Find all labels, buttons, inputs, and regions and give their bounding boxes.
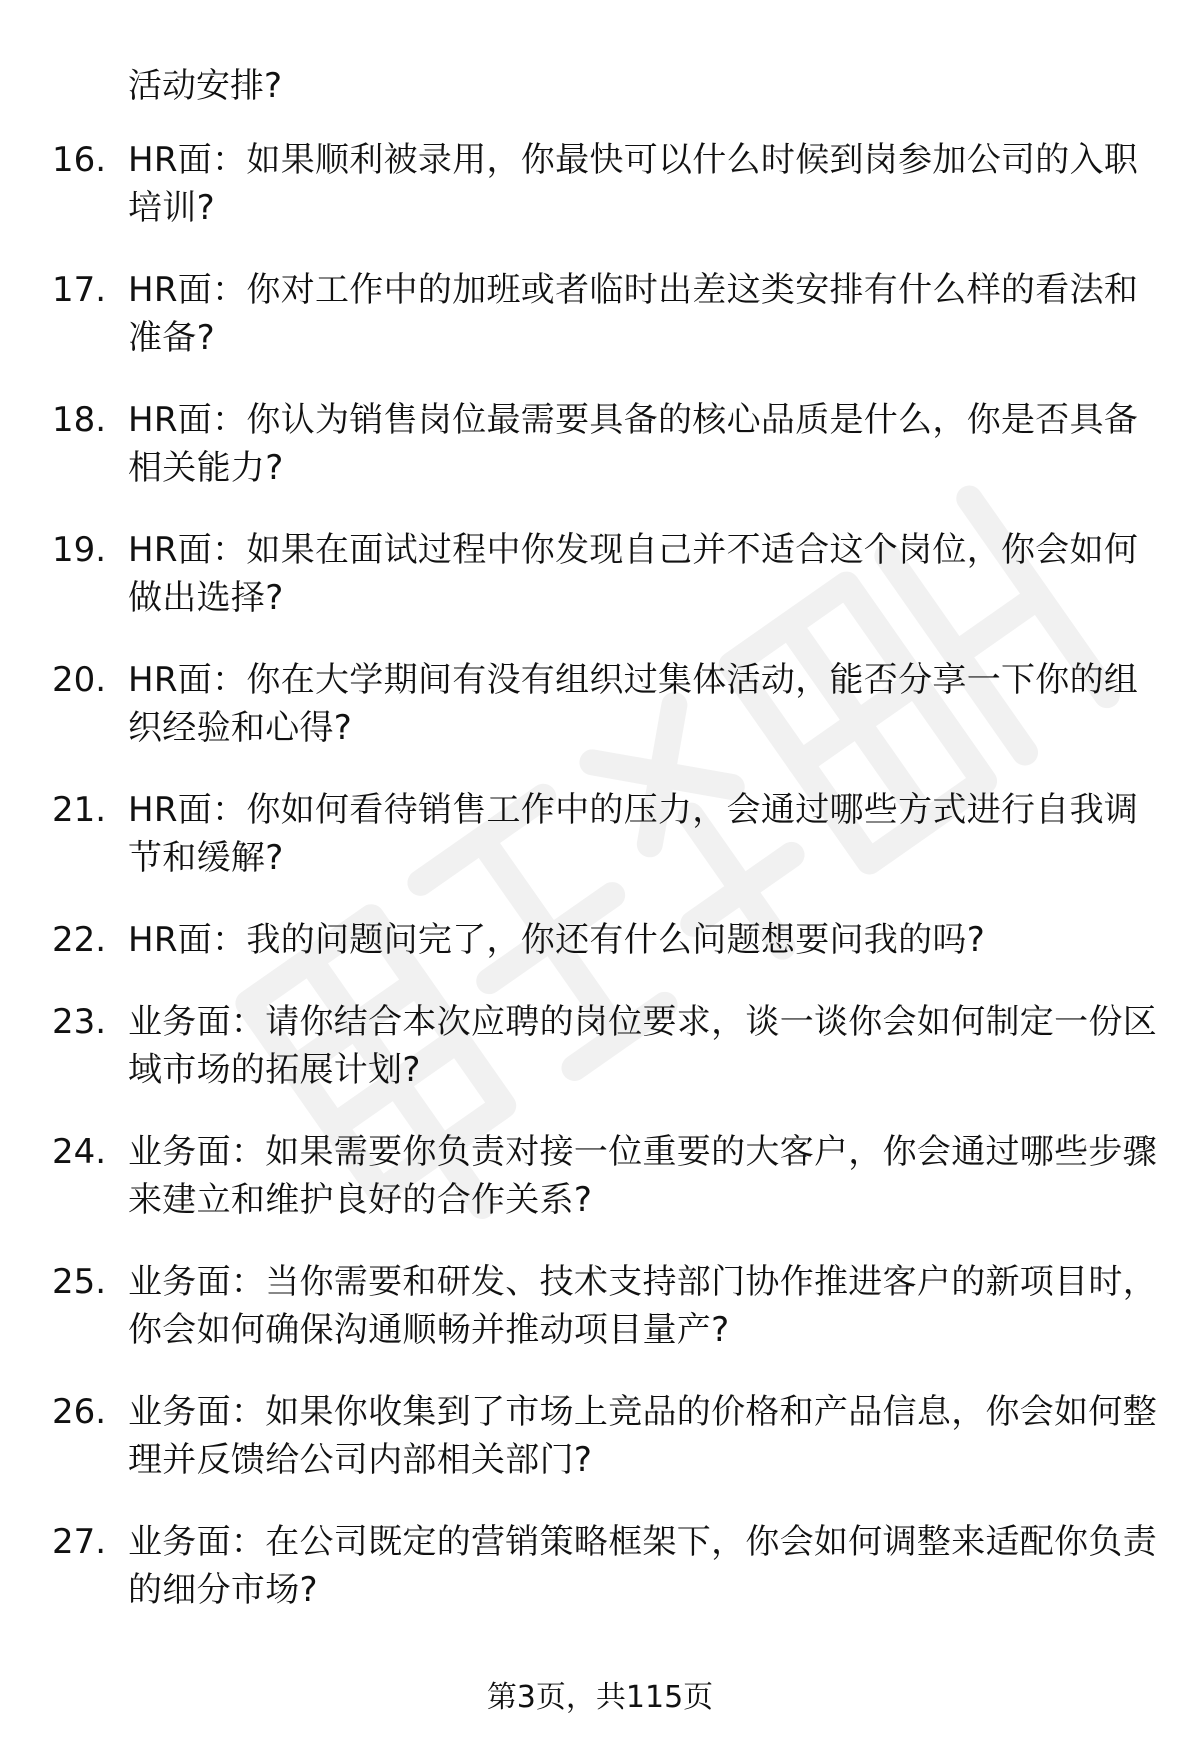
- question-number: 27.: [52, 1522, 107, 1562]
- question-number: 17.: [52, 270, 107, 310]
- question-text: HR面：如果顺利被录用，你最快可以什么时候到岗参加公司的入职培训?: [128, 140, 1139, 228]
- question-number: 23.: [52, 1002, 107, 1042]
- question-text: HR面：你如何看待销售工作中的压力，会通过哪些方式进行自我调节和缓解?: [128, 790, 1139, 878]
- question-number: 24.: [52, 1132, 107, 1172]
- question-number: 21.: [52, 790, 107, 830]
- question-number: 18.: [52, 400, 107, 440]
- question-text: 业务面：当你需要和研发、技术支持部门协作推进客户的新项目时，你会如何确保沟通顺畅并推动项目量产?: [128, 1262, 1157, 1350]
- list-item: [0, 916, 1200, 998]
- question-list: [0, 136, 1200, 1648]
- question-text: HR面：你对工作中的加班或者临时出差这类安排有什么样的看法和准备?: [128, 270, 1139, 358]
- question-text: 业务面：如果需要你负责对接一位重要的大客户，你会通过哪些步骤来建立和维护良好的合作关系?: [128, 1132, 1157, 1220]
- question-text: HR面：你认为销售岗位最需要具备的核心品质是什么，你是否具备相关能力?: [128, 400, 1139, 488]
- question-text: 业务面：在公司既定的营销策略框架下，你会如何调整来适配你负责的细分市场?: [128, 1522, 1157, 1610]
- question-text: 业务面：如果你收集到了市场上竞品的价格和产品信息，你会如何整理并反馈给公司内部相关部门?: [128, 1392, 1157, 1480]
- question-number: 16.: [52, 140, 107, 180]
- question-text: HR面：我的问题问完了，你还有什么问题想要问我的吗?: [128, 920, 986, 960]
- question-number: 26.: [52, 1392, 107, 1432]
- list-item: [0, 526, 1200, 656]
- list-item: [0, 1258, 1200, 1388]
- page-number-label: 第3页，共115页: [486, 1680, 714, 1715]
- question-number: 22.: [52, 920, 107, 960]
- list-item: [0, 656, 1200, 786]
- list-item: [0, 1518, 1200, 1648]
- question-text: HR面：你在大学期间有没有组织过集体活动，能否分享一下你的组织经验和心得?: [128, 660, 1139, 748]
- question-number: 19.: [52, 530, 107, 570]
- question-text: 业务面：请你结合本次应聘的岗位要求，谈一谈你会如何制定一份区域市场的拓展计划?: [128, 1002, 1157, 1090]
- question-text: HR面：如果在面试过程中你发现自己并不适合这个岗位，你会如何做出选择?: [128, 530, 1139, 618]
- question-number: 20.: [52, 660, 107, 700]
- question-number: 25.: [52, 1262, 107, 1302]
- page-footer: [0, 1678, 1200, 1718]
- list-item: [0, 786, 1200, 916]
- list-item: [0, 1128, 1200, 1258]
- list-item: [0, 266, 1200, 396]
- continued-question-text: 活动安排?: [128, 66, 283, 106]
- list-item: [0, 998, 1200, 1128]
- list-item: [0, 396, 1200, 526]
- list-item: [0, 136, 1200, 266]
- list-item: [0, 1388, 1200, 1518]
